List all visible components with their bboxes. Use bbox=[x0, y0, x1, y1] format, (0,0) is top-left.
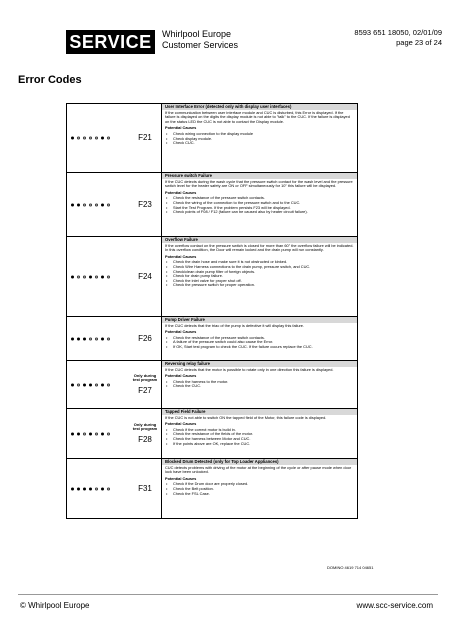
causes-list bbox=[165, 482, 354, 496]
error-description-cell bbox=[162, 361, 357, 408]
code-cell bbox=[129, 409, 161, 458]
led-dot-icon bbox=[101, 383, 104, 386]
display-cell bbox=[67, 459, 162, 518]
error-description-cell bbox=[162, 409, 357, 458]
cause-item: • Check the FSL Case. bbox=[165, 492, 354, 497]
led-dot-icon bbox=[83, 337, 86, 340]
cause-item: • Check the Belt position. bbox=[165, 487, 354, 492]
code-cell bbox=[129, 104, 161, 172]
led-dot-icon bbox=[95, 275, 98, 278]
code-cell bbox=[129, 237, 161, 316]
error-description: If the CUC is not able to switch ON the tapped field of the Motor, this failure code is displayed. bbox=[165, 414, 327, 420]
document-reference bbox=[354, 28, 442, 48]
note-line-1: Only during bbox=[133, 372, 157, 378]
cause-item: • A failure of the pressure switch could also cause the Error. bbox=[165, 340, 354, 345]
led-dot-icon bbox=[83, 137, 86, 140]
cause-item: • If OK, Start test program to check the CUC. If the failure occurs replace the CUC. bbox=[165, 345, 354, 350]
led-indicator-row bbox=[71, 337, 110, 340]
footer-website: www.scc-service.com bbox=[356, 601, 433, 610]
causes-list bbox=[165, 428, 354, 446]
error-row bbox=[67, 408, 357, 458]
led-dot-icon bbox=[107, 337, 110, 340]
led-indicator-row bbox=[71, 383, 110, 386]
test-program-note bbox=[133, 374, 157, 383]
cause-item: • Check CUC. bbox=[165, 141, 354, 146]
led-dot-icon bbox=[107, 487, 110, 490]
led-dot-icon bbox=[71, 383, 74, 386]
causes-list bbox=[165, 260, 354, 288]
led-display bbox=[67, 459, 129, 518]
error-description: If the CUC detects that the motor is possible to rotate only in one direction this failure is displayed. bbox=[165, 366, 334, 372]
error-title: Reversing relay failure bbox=[162, 361, 357, 367]
error-code: F26 bbox=[138, 333, 152, 343]
model-reference: DOMINO 4619 714 04651 bbox=[327, 565, 374, 570]
led-dot-icon bbox=[71, 432, 74, 435]
page-number: page 23 of 24 bbox=[396, 38, 442, 47]
page-title: Error Codes bbox=[18, 74, 82, 86]
led-dot-icon bbox=[95, 487, 98, 490]
display-cell bbox=[67, 317, 162, 360]
error-description: If the CUC detects that the triac of the pump is defective it will display this failure. bbox=[165, 322, 305, 328]
causes-list bbox=[165, 132, 354, 146]
display-cell bbox=[67, 409, 162, 458]
cause-item: • If the points above are OK, replace the CUC. bbox=[165, 442, 354, 447]
led-dot-icon bbox=[71, 137, 74, 140]
code-cell bbox=[129, 361, 161, 408]
led-display bbox=[67, 104, 129, 172]
error-description: If the overflow contact on the pressure switch is closed for more than 60" the overflow failure will be indicated. In this overflow condition, the Door will remain locked and the drain pump will run constantly. bbox=[165, 242, 354, 253]
led-dot-icon bbox=[95, 383, 98, 386]
led-dot-icon bbox=[107, 432, 110, 435]
led-dot-icon bbox=[71, 203, 74, 206]
causes-heading: Potential Causes bbox=[165, 421, 197, 427]
error-description: CUC detects problems with driving of the motor at the beginning of the cycle or after pause mode when door lock have been unlocked. bbox=[165, 464, 352, 475]
cause-item: • Check the resistance of the fields of the motor. bbox=[165, 432, 354, 437]
error-description-cell bbox=[162, 104, 357, 172]
cause-item: • Check the pressure switch for proper operation. bbox=[165, 283, 354, 288]
causes-heading: Potential Causes bbox=[165, 125, 197, 131]
company-line-2: Customer Services bbox=[162, 40, 239, 50]
causes-list bbox=[165, 380, 354, 389]
error-description-cell bbox=[162, 459, 357, 518]
test-program-note bbox=[133, 423, 157, 432]
cause-item: • Check for drain pump failure. bbox=[165, 274, 354, 279]
led-dot-icon bbox=[89, 383, 92, 386]
cause-item: • Check Wire Harness connections to the drain pump, pressure switch, and CUC. bbox=[165, 265, 354, 270]
led-dot-icon bbox=[89, 432, 92, 435]
led-dot-icon bbox=[83, 432, 86, 435]
causes-heading: Potential Causes bbox=[165, 373, 197, 379]
footer-copyright: © Whirlpool Europe bbox=[20, 601, 90, 610]
led-dot-icon bbox=[83, 487, 86, 490]
led-dot-icon bbox=[107, 275, 110, 278]
cause-item: • Check display module. bbox=[165, 137, 354, 142]
error-title: Pressure switch Failure bbox=[162, 173, 357, 179]
service-badge: SERVICE bbox=[66, 30, 155, 54]
company-line-1: Whirlpool Europe bbox=[162, 29, 232, 39]
led-dot-icon bbox=[107, 203, 110, 206]
display-cell bbox=[67, 104, 162, 172]
led-dot-icon bbox=[101, 275, 104, 278]
led-indicator-row bbox=[71, 203, 110, 206]
note-line-1: Only during bbox=[133, 421, 157, 427]
cause-item: • Start the Test Program. If the problem persists F23 will be displayed. bbox=[165, 206, 354, 211]
causes-heading: Potential Causes bbox=[165, 475, 197, 481]
cause-item: • Check the resistance of the pressure switch contacts. bbox=[165, 196, 354, 201]
led-dot-icon bbox=[71, 337, 74, 340]
page-header bbox=[66, 24, 442, 54]
causes-list bbox=[165, 196, 354, 214]
error-row bbox=[67, 104, 357, 172]
error-description: If the communication between user interface module and CUC is disturbed, this Error is displayed. If the failure is displayed on the digits the display module is not able to "talk" to the CUC. If the failure is displayed on the status LED the CUC is not able to contact the Display module. bbox=[165, 109, 350, 124]
error-title: Pump Driver Failure bbox=[162, 317, 357, 323]
display-cell bbox=[67, 237, 162, 316]
led-display bbox=[67, 361, 129, 408]
led-indicator-row bbox=[71, 487, 110, 490]
led-dot-icon bbox=[95, 137, 98, 140]
code-cell bbox=[129, 459, 161, 518]
led-dot-icon bbox=[101, 203, 104, 206]
cause-item: • Check wiring connection to the display module bbox=[165, 132, 354, 137]
code-cell bbox=[129, 173, 161, 236]
cause-item: • Check the CUC. bbox=[165, 384, 354, 389]
display-cell bbox=[67, 361, 162, 408]
causes-heading: Potential Causes bbox=[165, 329, 197, 335]
led-dot-icon bbox=[107, 383, 110, 386]
cause-item: • Check points of F08 / F12 (failure can be caused also by heater circuit failure). bbox=[165, 210, 354, 215]
cause-item: • Check the harness between Motor and CUC. bbox=[165, 437, 354, 442]
error-row bbox=[67, 172, 357, 236]
led-dot-icon bbox=[101, 487, 104, 490]
led-indicator-row bbox=[71, 137, 110, 140]
cause-item: • Check if the correct motor is build in. bbox=[165, 428, 354, 433]
led-dot-icon bbox=[77, 275, 80, 278]
error-title: Blocked Drum Detected (only for Top Loader Appliances) bbox=[162, 459, 357, 465]
code-cell bbox=[129, 317, 161, 360]
error-code: F23 bbox=[138, 199, 152, 209]
cause-item: • Check the harness to the motor. bbox=[165, 380, 354, 385]
led-dot-icon bbox=[95, 337, 98, 340]
led-dot-icon bbox=[77, 137, 80, 140]
led-dot-icon bbox=[89, 203, 92, 206]
error-code: F31 bbox=[138, 483, 152, 493]
led-dot-icon bbox=[101, 432, 104, 435]
error-title: Overflow Failure bbox=[162, 237, 357, 243]
error-title: Tapped Field Failure bbox=[162, 409, 357, 415]
led-dot-icon bbox=[89, 487, 92, 490]
error-code: F28 bbox=[138, 434, 152, 444]
led-dot-icon bbox=[77, 203, 80, 206]
error-description-cell bbox=[162, 317, 357, 360]
cause-item: • Check the wiring of the connection to the pressure switch and to the CUC. bbox=[165, 201, 354, 206]
led-indicator-row bbox=[71, 275, 110, 278]
led-display bbox=[67, 409, 129, 458]
footer-divider bbox=[18, 594, 438, 595]
error-title: User Interface Error (detected only with display user interfaces) bbox=[162, 104, 357, 110]
note-line-2: test program bbox=[132, 377, 158, 382]
error-row bbox=[67, 458, 357, 518]
cause-item: • Check/clean drain pump filter of foreign objects. bbox=[165, 270, 354, 275]
error-description: If the CUC detects during the wash cycle that the pressure switch contact for the wash level and the pressure switch level for the heater safety are ON or OFF simultaneously for 10" this failure will be displayed. bbox=[165, 178, 353, 189]
led-dot-icon bbox=[71, 487, 74, 490]
led-dot-icon bbox=[83, 203, 86, 206]
error-code: F24 bbox=[138, 271, 152, 281]
led-dot-icon bbox=[101, 137, 104, 140]
cause-item: • Check the inlet valve for proper shut off. bbox=[165, 279, 354, 284]
error-row bbox=[67, 316, 357, 360]
error-row bbox=[67, 360, 357, 408]
led-display bbox=[67, 237, 129, 316]
led-dot-icon bbox=[89, 275, 92, 278]
led-indicator-row bbox=[71, 432, 110, 435]
causes-list bbox=[165, 336, 354, 350]
led-display bbox=[67, 173, 129, 236]
display-cell bbox=[67, 173, 162, 236]
led-dot-icon bbox=[89, 137, 92, 140]
led-dot-icon bbox=[89, 337, 92, 340]
led-display bbox=[67, 317, 129, 360]
led-dot-icon bbox=[77, 487, 80, 490]
cause-item: • Check the resistance of the pressure switch contacts. bbox=[165, 336, 354, 341]
led-dot-icon bbox=[95, 203, 98, 206]
error-code: F21 bbox=[138, 133, 152, 142]
led-dot-icon bbox=[77, 432, 80, 435]
error-code: F27 bbox=[138, 385, 152, 395]
document-number: 8593 651 18050, 02/01/09 bbox=[354, 28, 442, 37]
cause-item: • Check the drain hose and make sure it is not obstructed or kinked. bbox=[165, 260, 354, 265]
error-description-cell bbox=[162, 173, 357, 236]
error-description-cell bbox=[162, 237, 357, 316]
led-dot-icon bbox=[83, 275, 86, 278]
led-dot-icon bbox=[71, 275, 74, 278]
error-codes-table bbox=[66, 103, 358, 519]
led-dot-icon bbox=[101, 337, 104, 340]
led-dot-icon bbox=[77, 337, 80, 340]
note-line-2: test program bbox=[132, 426, 158, 431]
causes-heading: Potential Causes bbox=[165, 253, 197, 259]
error-row bbox=[67, 236, 357, 316]
led-dot-icon bbox=[83, 383, 86, 386]
cause-item: • Check if the Drum door are properly closed. bbox=[165, 482, 354, 487]
led-dot-icon bbox=[95, 432, 98, 435]
company-name bbox=[162, 29, 238, 51]
led-dot-icon bbox=[107, 137, 110, 140]
led-dot-icon bbox=[77, 383, 80, 386]
causes-heading: Potential Causes bbox=[165, 189, 197, 195]
